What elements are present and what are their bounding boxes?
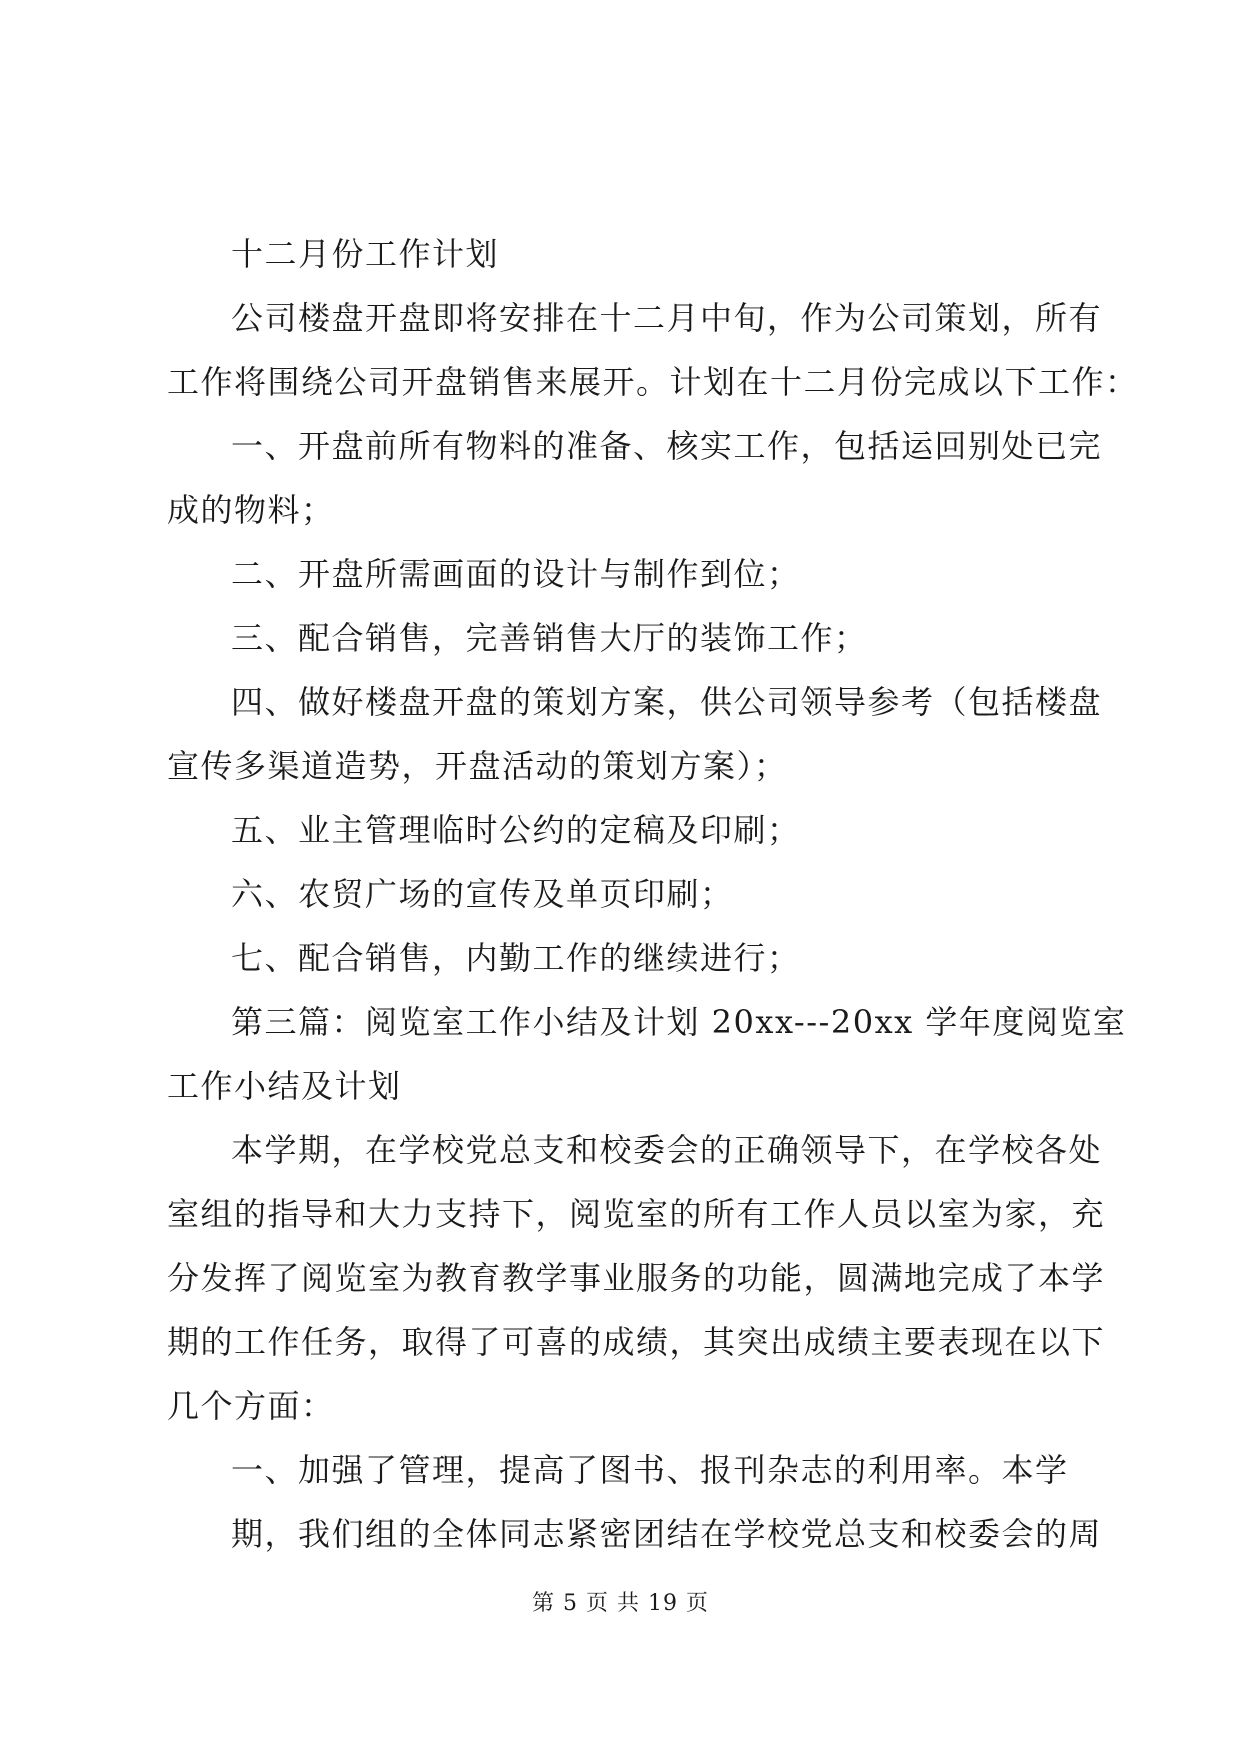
paragraph-line: 四、做好楼盘开盘的策划方案，供公司领导参考（包括楼盘: [231, 683, 1103, 721]
paragraph-line: 分发挥了阅览室为教育教学事业服务的功能，圆满地完成了本学: [167, 1259, 1106, 1297]
body-text: [167, 222, 1139, 1566]
paragraph-line: 室组的指导和大力支持下，阅览室的所有工作人员以室为家，充: [167, 1195, 1106, 1233]
paragraph-line: 几个方面：: [167, 1387, 335, 1425]
paragraph-line: 二、开盘所需画面的设计与制作到位；: [231, 555, 801, 593]
paragraph-line: 十二月份工作计划: [231, 235, 500, 273]
paragraph-line: 期的工作任务，取得了可喜的成绩，其突出成绩主要表现在以下: [167, 1323, 1106, 1361]
paragraph-line: 成的物料；: [167, 491, 335, 529]
paragraph-line: 期，我们组的全体同志紧密团结在学校党总支和校委会的周: [231, 1515, 1103, 1553]
paragraph-line: 五、业主管理临时公约的定稿及印刷；: [231, 811, 801, 849]
section-heading-line: 第三篇：阅览室工作小结及计划 20xx---20xx 学年度阅览室: [231, 1003, 1127, 1041]
paragraph-line: 六、农贸广场的宣传及单页印刷；: [231, 875, 734, 913]
paragraph-line: 七、配合销售，内勤工作的继续进行；: [231, 939, 801, 977]
paragraph-line: 宣传多渠道造势，开盘活动的策划方案）；: [167, 747, 788, 785]
paragraph-line: 公司楼盘开盘即将安排在十二月中旬，作为公司策划，所有: [231, 299, 1103, 337]
paragraph-line: 工作将围绕公司开盘销售来展开。计划在十二月份完成以下工作：: [167, 363, 1139, 401]
paragraph-line: 一、开盘前所有物料的准备、核实工作，包括运回别处已完: [231, 427, 1103, 465]
paragraph-line: 三、配合销售，完善销售大厅的装饰工作；: [231, 619, 868, 657]
section-heading-line: 工作小结及计划: [167, 1067, 402, 1105]
paragraph-line: 本学期，在学校党总支和校委会的正确领导下，在学校各处: [231, 1131, 1103, 1169]
page-number-footer: 第 5 页 共 19 页: [532, 1591, 709, 1616]
paragraph-line: 一、加强了管理，提高了图书、报刊杂志的利用率。本学: [231, 1451, 1069, 1489]
